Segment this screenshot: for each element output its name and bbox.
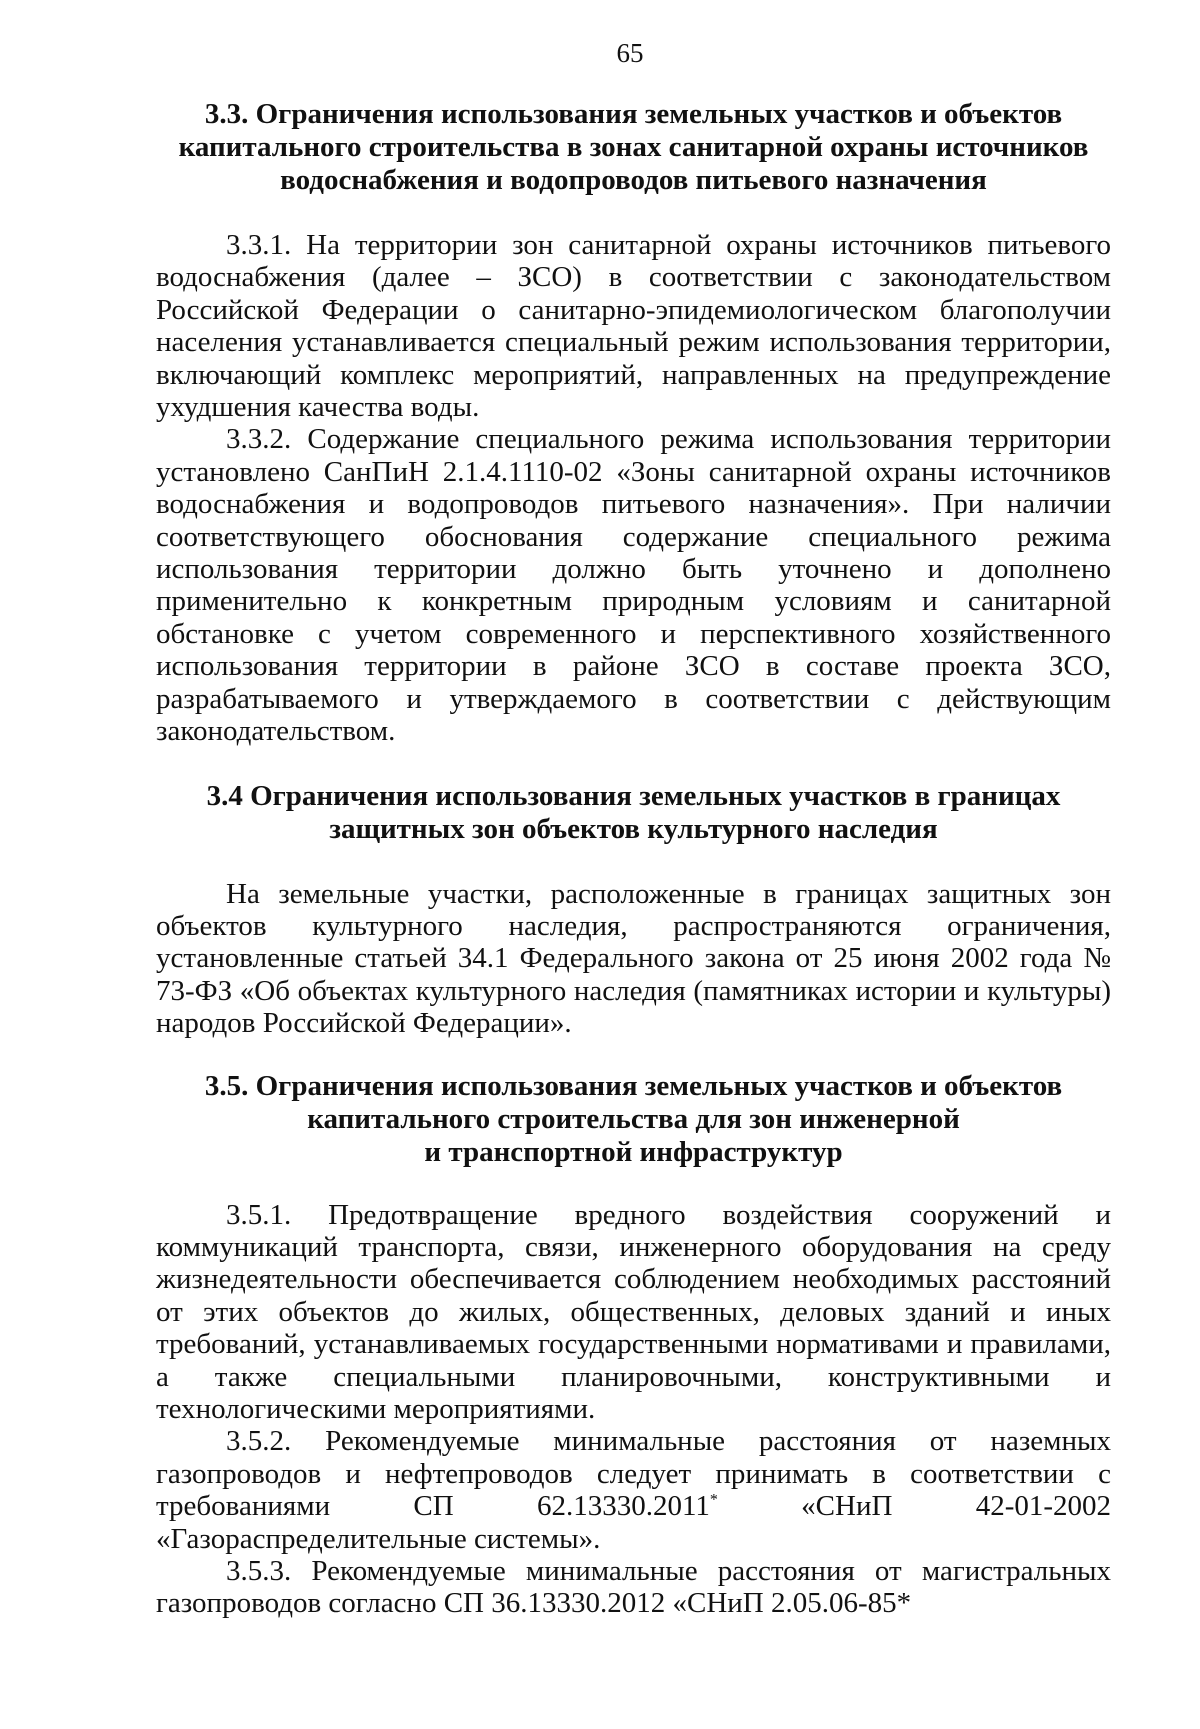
section-3-4-heading: 3.4 Ограничения использования земельных участков в границах защитных зон объектов культурного наследия (206, 779, 1061, 845)
paragraph-3-4: На земельные участки, расположенные в границах защитных зон объектов культурного наследия, распространяются ограничения, установленные статьей 34.1 Федерального закона от 25 июня 2002 года № 73-ФЗ «Об объектах культурного наследия (памятниках истории и культуры) народов Российской Федерации». (156, 877, 1111, 1040)
paragraph-3-3-1: 3.3.1. На территории зон санитарной охраны источников питьевого водоснабжения (далее – ЗСО) в соответствии с законодательством Российской Федерации о санитарно-эпидемиологическом благополучии населения устанавливается специальный режим использования территории, включающий комплекс мероприятий, направленных на предупреждение ухудшения качества воды. (156, 229, 1111, 424)
page-number: 65 (616, 38, 644, 68)
footnote-asterisk: * (709, 1491, 718, 1509)
section-3-5-heading-line-3: и транспортной инфраструктур (424, 1135, 843, 1168)
paragraph-3-5-2-text-end: «СНиП 42-01-2002 «Газораспределительные системы». (156, 1490, 1112, 1555)
section-3-3-heading: 3.3. Ограничения использования земельных участков и объектов капитального строительства в зонах санитарной охраны источников водоснабжения и водопроводов питьевого назначения (178, 98, 1089, 196)
paragraph-3-5-3: 3.5.3. Рекомендуемые минимальные расстояния от магистральных газопроводов согласно СП 36.13330.2012 «СНиП 2.05.06-85* (156, 1555, 1111, 1620)
section-3-5-heading-line-1: 3.5. Ограничения использования земельных участков и объектов (204, 1069, 1063, 1102)
paragraph-3-5-2-text: 3.5.2. Рекомендуемые минимальные расстояния от наземных газопроводов и нефтепроводов следует принимать в соответствии с требованиями СП 62.13330.2011 (156, 1425, 1111, 1523)
paragraph-3-3-2: 3.3.2. Содержание специального режима использования территории установлено СанПиН 2.1.4.1110-02 «Зоны санитарной охраны источников водоснабжения и водопроводов питьевого назначения». При наличии соответствующего обоснования содержание специального режима использования территории должно быть уточнено и дополнено применительно к конкретным природным условиям и санитарной обстановке с учетом современного и перспективного хозяйственного использования территории в районе ЗСО в составе проекта ЗСО, разрабатываемого и утверждаемого в соответствии с действующим законодательством. (156, 423, 1111, 748)
section-3-5-heading (156, 1070, 1111, 1169)
paragraph-3-5-1: 3.5.1. Предотвращение вредного воздействия сооружений и коммуникаций транспорта, связи, инженерного оборудования на среду жизнедеятельности обеспечивается соблюдением необходимых расстояний от этих объектов до жилых, общественных, деловых зданий и иных требований, устанавливаемых государственными нормативами и правилами, а также специальными планировочными, конструктивными и технологическими мероприятиями. (156, 1198, 1111, 1425)
document-body (156, 98, 1111, 1620)
section-3-5-heading-line-2: капитального строительства для зон инженерной (307, 1102, 960, 1135)
paragraph-3-5-2 (156, 1425, 1111, 1555)
